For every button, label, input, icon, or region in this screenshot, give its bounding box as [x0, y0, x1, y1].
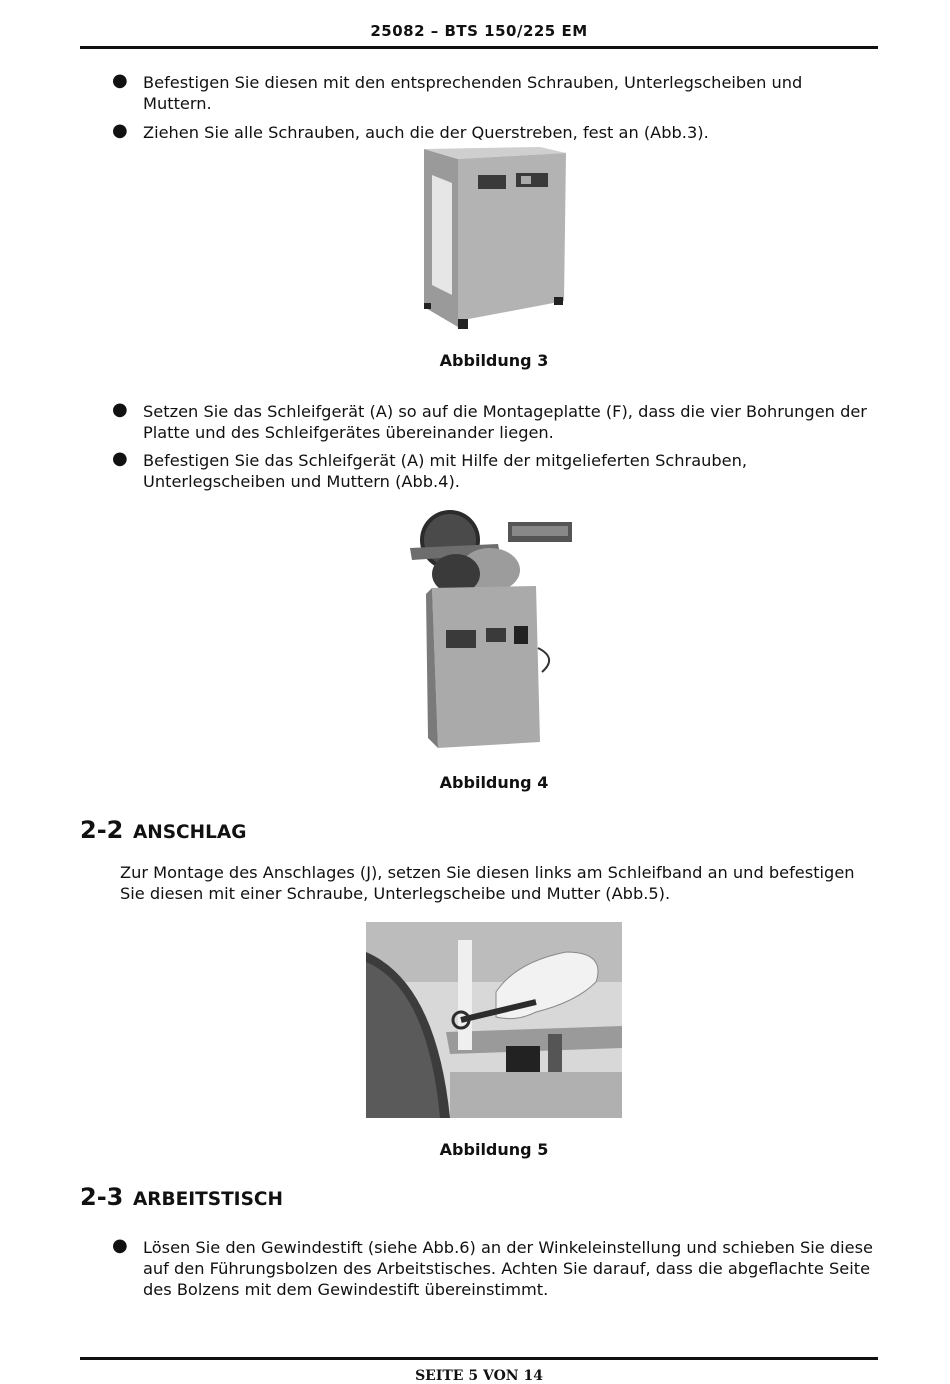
bullet-icon: ● — [112, 399, 128, 420]
bullet-item — [112, 450, 872, 494]
bullet-icon: ● — [112, 1235, 128, 1256]
figure-5-fence-photo — [366, 922, 622, 1118]
section-heading-2-2 — [80, 816, 246, 844]
section-number: 2-2 — [80, 816, 124, 844]
bullet-text: Setzen Sie das Schleifgerät (A) so auf die Montageplatte (F), dass die vier Bohrungen der Platte und des Schleifgerätes übereinander liegen. — [143, 402, 867, 442]
section-heading-2-3 — [80, 1183, 283, 1211]
section-2-2-paragraph: Zur Montage des Anschlages (J), setzen Sie diesen links am Schleifband an und befestigen Sie diesen mit einer Schraube, Unterlegscheibe und Mutter (Abb.5). — [120, 863, 855, 903]
bullet-icon: ● — [112, 70, 128, 91]
section-name: ANSCHLAG — [132, 822, 247, 843]
figure-3-caption: Abbildung 3 — [439, 351, 549, 370]
bullet-text: Ziehen Sie alle Schrauben, auch die der Querstreben, fest an (Abb.3). — [143, 123, 709, 142]
section-name: ARBEITSTISCH — [132, 1189, 283, 1210]
bullet-item — [112, 72, 872, 116]
bullet-text: Befestigen Sie das Schleifgerät (A) mit Hilfe der mitgelieferten Schrauben, Unterlegscheiben und Muttern (Abb.4). — [143, 451, 748, 491]
section-number: 2-3 — [80, 1183, 124, 1211]
figure-5-caption: Abbildung 5 — [439, 1140, 549, 1159]
bullet-text: Befestigen Sie diesen mit den entsprechenden Schrauben, Unterlegscheiben und Muttern. — [143, 73, 803, 113]
footer-rule — [80, 1357, 878, 1360]
page-footer: SEITE 5 VON 14 — [415, 1368, 543, 1384]
bullet-item — [112, 401, 872, 445]
bullet-text: Lösen Sie den Gewindestift (siehe Abb.6) an der Winkeleinstellung und schieben Sie diese auf den Führungsbolzen des Arbeitstisches. Achten Sie darauf, dass die abgeflachte Seite des Bolzens mit dem Gewindestift übereinstimmt. — [143, 1238, 874, 1299]
bullet-item — [112, 122, 872, 144]
bullet-icon: ● — [112, 120, 128, 141]
figure-3-stand-image — [418, 145, 570, 331]
bullet-item — [112, 1237, 872, 1303]
header-rule — [80, 46, 878, 49]
figure-4-sander-image — [408, 508, 580, 754]
page-header: 25082 – BTS 150/225 EM — [370, 22, 588, 40]
figure-4-caption: Abbildung 4 — [439, 773, 549, 792]
bullet-icon: ● — [112, 448, 128, 469]
